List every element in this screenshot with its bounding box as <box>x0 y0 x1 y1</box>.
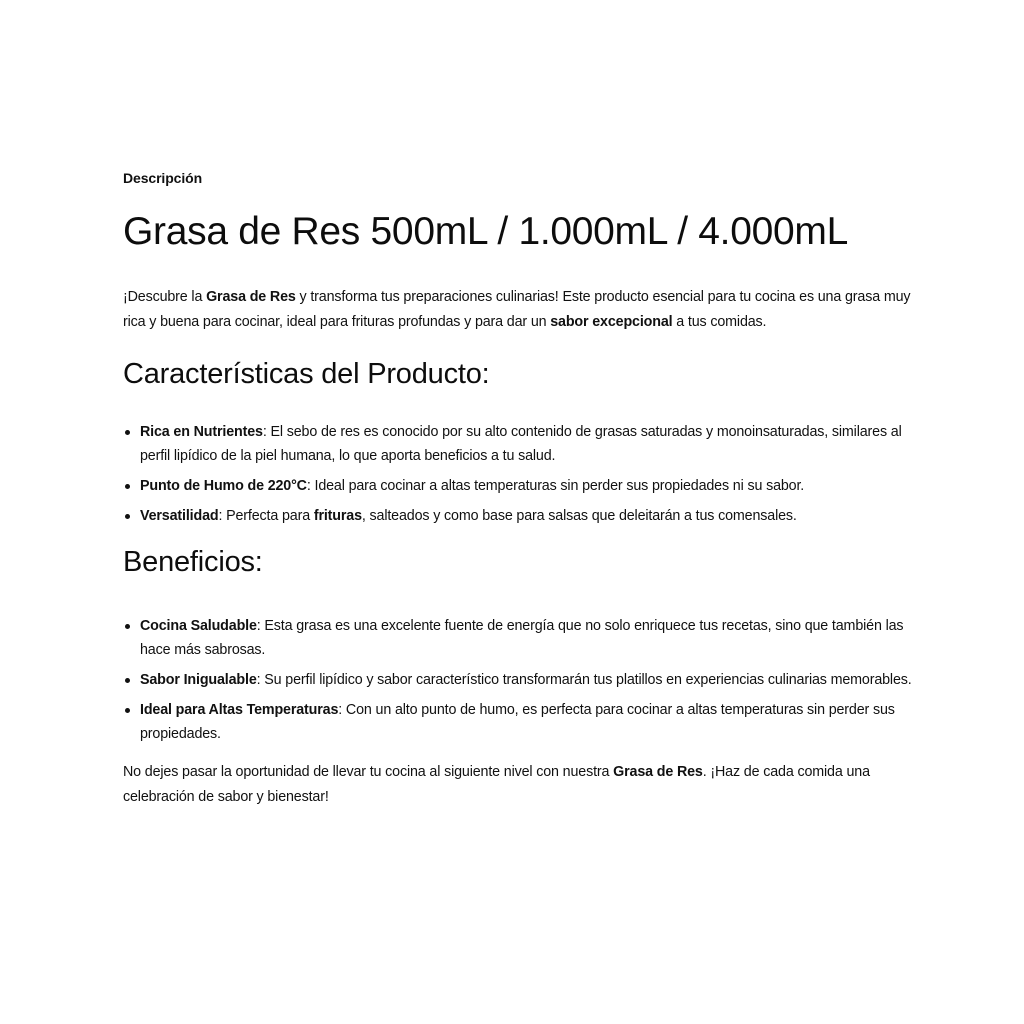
bullet-icon <box>125 430 130 435</box>
bullet-icon <box>125 514 130 519</box>
intro-highlight: sabor excepcional <box>550 313 673 330</box>
bullet-icon <box>125 708 130 713</box>
features-title: Características del Producto: <box>123 358 490 390</box>
benefit-label: Ideal para Altas Temperaturas <box>140 702 339 718</box>
intro-paragraph <box>123 285 918 334</box>
benefit-item <box>123 668 918 692</box>
product-description <box>123 168 918 810</box>
bullet-icon <box>125 624 130 629</box>
closing-paragraph <box>123 760 918 810</box>
closing-text: . ¡Haz de cada comida una celebración de sabor y bienestar! <box>123 764 870 805</box>
feature-label: Versatilidad <box>140 508 219 524</box>
feature-item <box>123 474 918 498</box>
features-list <box>123 420 918 528</box>
benefit-item <box>123 614 918 662</box>
bullet-icon <box>125 678 130 683</box>
feature-highlight: frituras <box>313 508 362 524</box>
benefits-list <box>123 614 918 746</box>
feature-text: : Perfecta para <box>218 508 314 524</box>
feature-item <box>123 420 918 468</box>
benefit-label: Cocina Saludable <box>140 618 257 634</box>
benefit-item <box>123 698 918 746</box>
benefits-title: Beneficios: <box>123 546 263 578</box>
benefit-text: : Con un alto punto de humo, es perfecta para cocinar a altas temperaturas sin perder sus propiedades. <box>140 702 895 742</box>
intro-text: ¡Descubre la <box>123 289 207 305</box>
intro-text: a tus comidas. <box>672 313 767 330</box>
benefit-label: Sabor Inigualable <box>140 672 257 688</box>
feature-label: Punto de Humo de 220°C <box>140 478 307 494</box>
feature-item <box>123 504 918 528</box>
feature-text: : Ideal para cocinar a altas temperaturas sin perder sus propiedades ni su sabor. <box>306 478 805 494</box>
closing-product-name: Grasa de Res <box>613 764 703 780</box>
bullet-icon <box>125 484 130 489</box>
closing-text: No dejes pasar la oportunidad de llevar tu cocina al siguiente nivel con nuestra <box>123 764 614 780</box>
section-label: Descripción <box>123 170 203 186</box>
intro-product-name: Grasa de Res <box>206 289 296 305</box>
benefit-text: : Su perfil lipídico y sabor característico transformarán tus platillos en experiencias culinarias memorables. <box>256 672 912 688</box>
intro-text: y transforma tus preparaciones culinarias! Este producto esencial para tu cocina es una grasa muy rica y buena para cocinar, ideal para frituras profundas y para dar un <box>123 289 911 330</box>
benefit-text: : Esta grasa es una excelente fuente de energía que no solo enriquece tus recetas, sino que también las hace más sabrosas. <box>140 618 904 658</box>
product-title: Grasa de Res 500mL / 1.000mL / 4.000mL <box>123 210 848 253</box>
feature-text: : El sebo de res es conocido por su alto contenido de grasas saturadas y monoinsaturadas, similares al perfil lipídico de la piel humana, lo que aporta beneficios a tu salud. <box>140 424 902 464</box>
feature-label: Rica en Nutrientes <box>140 424 263 440</box>
feature-text: , salteados y como base para salsas que deleitarán a tus comensales. <box>361 508 797 524</box>
